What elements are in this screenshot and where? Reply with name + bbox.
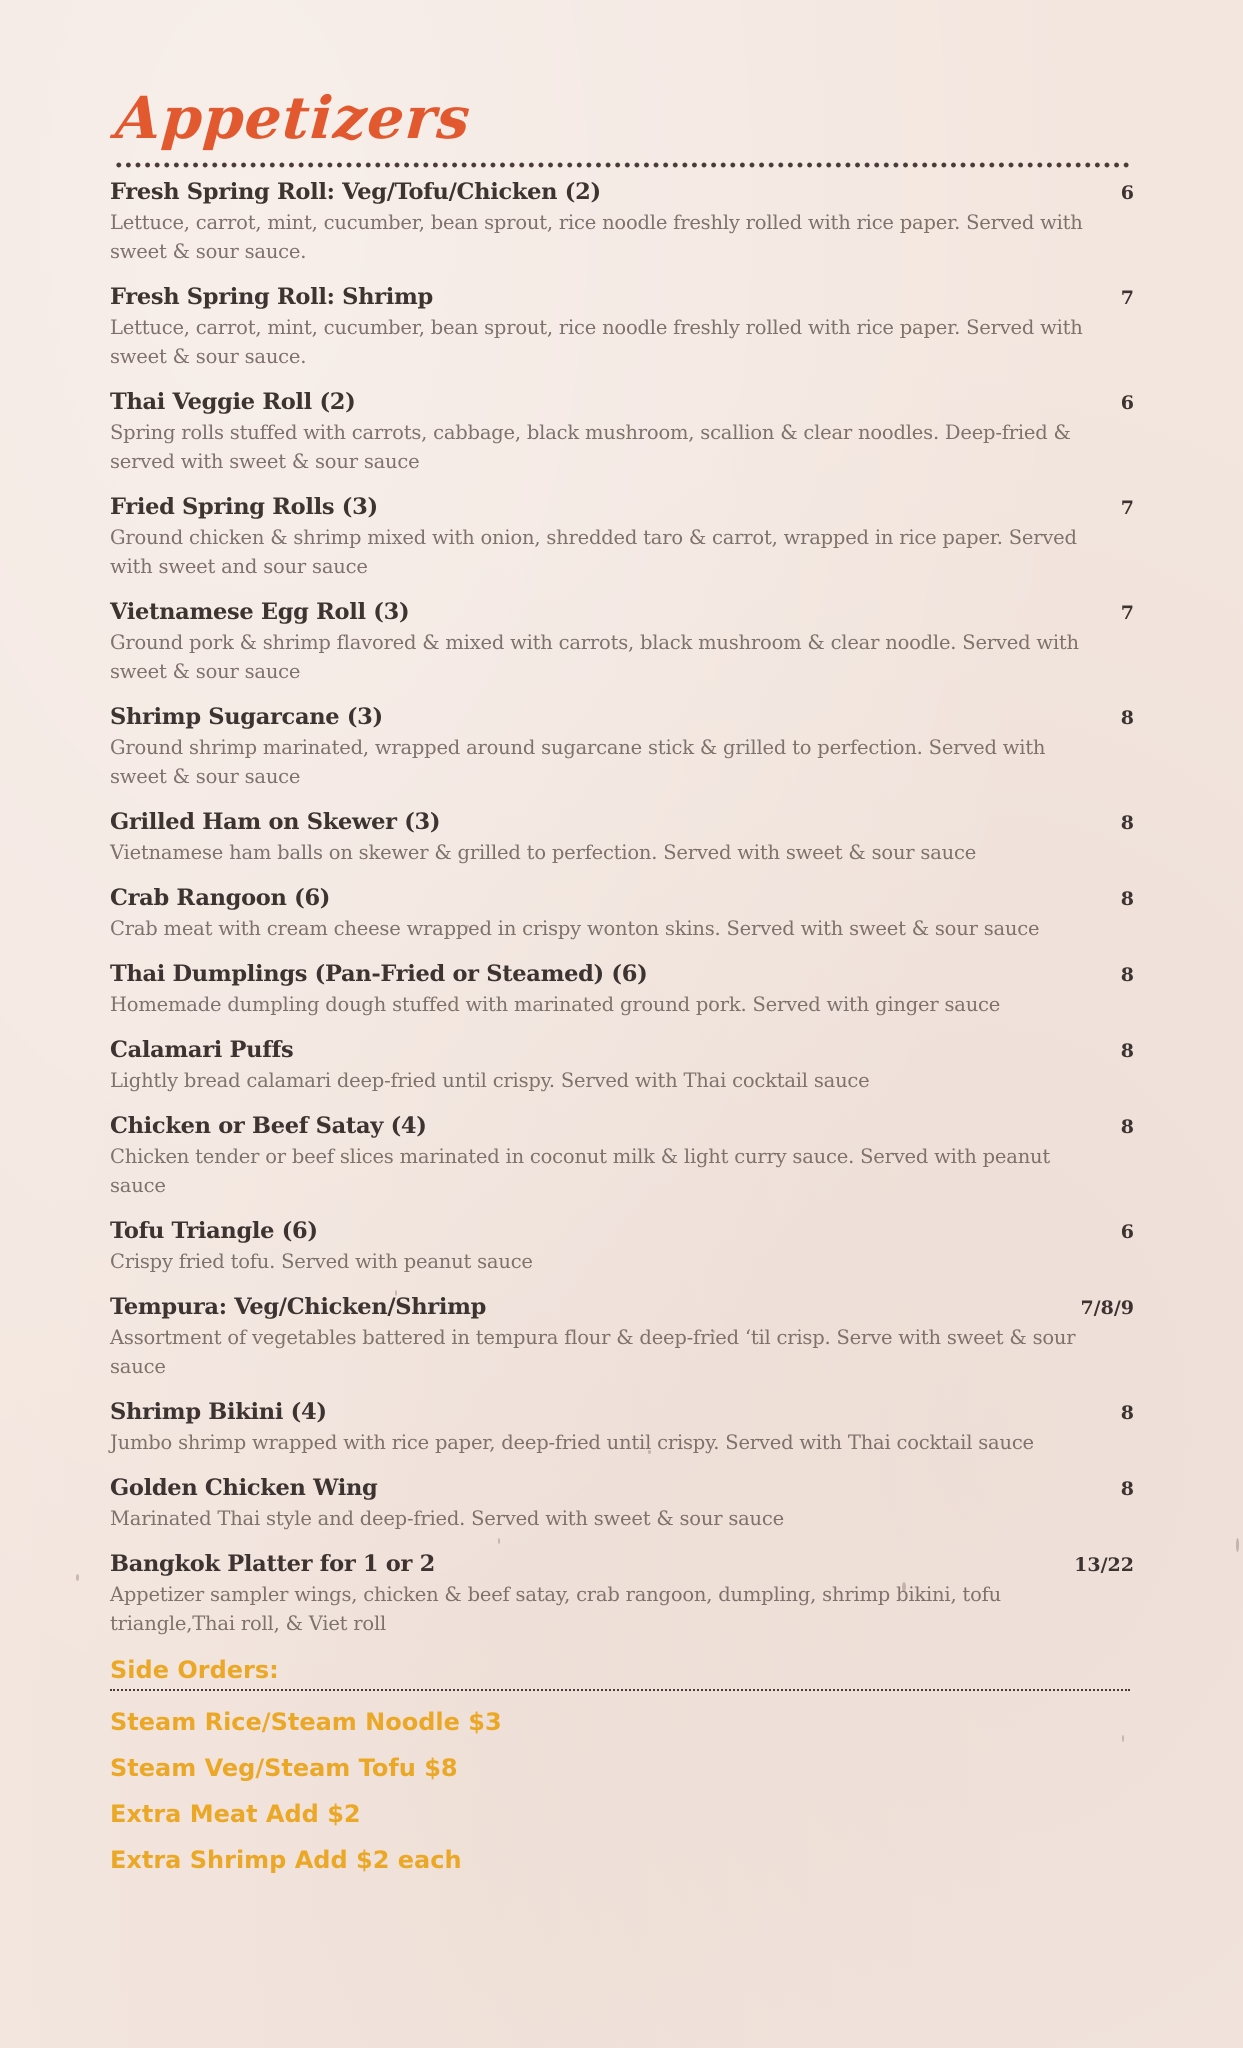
menu-item-description: Lightly bread calamari deep-fried until crispy. Served with Thai cocktail sauce — [110, 1069, 870, 1092]
menu-item-header — [110, 1474, 1134, 1504]
menu-item-name: Crab Rangoon (6) — [110, 885, 331, 911]
menu-item-price: 13/22 — [1074, 1554, 1134, 1576]
menu-item — [110, 1293, 1134, 1381]
menu-item — [110, 388, 1134, 476]
menu-item-name: Golden Chicken Wing — [110, 1475, 378, 1501]
menu-item-description: Ground pork & shrimp flavored & mixed with carrots, black mushroom & clear noodle. Served with sweet & sour sauce — [110, 631, 1079, 683]
menu-item — [110, 1217, 1134, 1276]
menu-item — [110, 283, 1134, 371]
menu-item — [110, 1550, 1134, 1638]
side-order-item: Extra Meat Add $2 — [110, 1800, 361, 1828]
menu-item-name: Tempura: Veg/Chicken/Shrimp — [110, 1294, 487, 1320]
menu-item-name: Vietnamese Egg Roll (3) — [110, 599, 410, 625]
paper-speck — [1236, 1538, 1239, 1552]
menu-item-name: Thai Veggie Roll (2) — [110, 389, 356, 415]
menu-item-price: 8 — [1120, 812, 1134, 834]
menu-item-name: Bangkok Platter for 1 or 2 — [110, 1551, 435, 1577]
menu-item-price: 8 — [1120, 888, 1134, 910]
menu-item — [110, 1036, 1134, 1095]
menu-item-price: 8 — [1120, 964, 1134, 986]
appetizer-list — [110, 178, 1134, 1638]
menu-item — [110, 178, 1134, 266]
menu-item-price: 6 — [1120, 392, 1134, 414]
menu-item-header — [110, 388, 1134, 418]
menu-item-header — [110, 283, 1134, 313]
section-title: Appetizers — [113, 84, 474, 152]
menu-item-name: Grilled Ham on Skewer (3) — [110, 809, 441, 835]
menu-item-price: 8 — [1120, 1402, 1134, 1424]
side-order-item: Steam Veg/Steam Tofu $8 — [110, 1754, 458, 1782]
menu-item-description: Ground chicken & shrimp mixed with onion, shredded taro & carrot, wrapped in rice paper. Served with sweet and sour sauce — [110, 526, 1077, 578]
menu-item-description: Ground shrimp marinated, wrapped around sugarcane stick & grilled to perfection. Served with sweet & sour sauce — [110, 736, 1046, 788]
menu-item-description: Spring rolls stuffed with carrots, cabbage, black mushroom, scallion & clear noodles. Deep-fried & served with sweet & sour sauce — [110, 421, 1071, 473]
menu-item-header — [110, 1398, 1134, 1428]
menu-item — [110, 493, 1134, 581]
menu-item-description: Vietnamese ham balls on skewer & grilled to perfection. Served with sweet & sour sauce — [110, 841, 977, 864]
menu-item-header — [110, 1217, 1134, 1247]
menu-item-price: 6 — [1120, 1221, 1134, 1243]
menu-item-name: Thai Dumplings (Pan-Fried or Steamed) (6) — [110, 961, 648, 987]
menu-item-header — [110, 1036, 1134, 1066]
menu-item-name: Calamari Puffs — [110, 1037, 294, 1063]
menu-item-description: Homemade dumpling dough stuffed with marinated ground pork. Served with ginger sauce — [110, 993, 1001, 1016]
menu-item-name: Chicken or Beef Satay (4) — [110, 1113, 427, 1139]
menu-item-price: 8 — [1120, 1478, 1134, 1500]
menu-item — [110, 884, 1134, 943]
menu-item-header — [110, 598, 1134, 628]
menu-item-description: Crab meat with cream cheese wrapped in crispy wonton skins. Served with sweet & sour sauce — [110, 917, 1040, 940]
menu-item — [110, 1398, 1134, 1457]
menu-item-price: 8 — [1120, 1116, 1134, 1138]
menu-item-description: Lettuce, carrot, mint, cucumber, bean sprout, rice noodle freshly rolled with rice paper. Served with sweet & sour sauce. — [110, 316, 1083, 368]
menu-item-name: Shrimp Bikini (4) — [110, 1399, 327, 1425]
menu-item-price: 7 — [1120, 602, 1134, 624]
paper-speck — [76, 1574, 79, 1581]
menu-item-price: 8 — [1120, 707, 1134, 729]
menu-item — [110, 598, 1134, 686]
menu-item-header — [110, 703, 1134, 733]
menu-item-header — [110, 493, 1134, 523]
menu-item-header — [110, 960, 1134, 990]
menu-item-name: Fresh Spring Roll: Veg/Tofu/Chicken (2) — [110, 179, 601, 205]
menu-item-description: Chicken tender or beef slices marinated in coconut milk & light curry sauce. Served with peanut sauce — [110, 1145, 1051, 1197]
menu-item-header — [110, 1112, 1134, 1142]
menu-item-price: 7 — [1120, 287, 1134, 309]
menu-item — [110, 1474, 1134, 1533]
menu-item — [110, 703, 1134, 791]
menu-item-description: Marinated Thai style and deep-fried. Served with sweet & sour sauce — [110, 1507, 784, 1530]
menu-item-name: Tofu Triangle (6) — [110, 1218, 318, 1244]
side-order-item: Steam Rice/Steam Noodle $3 — [110, 1708, 502, 1736]
menu-item-header — [110, 178, 1134, 208]
menu-item-description: Appetizer sampler wings, chicken & beef satay, crab rangoon, dumpling, shrimp bikini, tofu triangle,Thai roll, & Viet roll — [110, 1583, 1001, 1635]
side-orders-title: Side Orders: — [110, 1656, 279, 1684]
menu-item-name: Fried Spring Rolls (3) — [110, 494, 378, 520]
menu-item-header — [110, 808, 1134, 838]
menu-item-name: Shrimp Sugarcane (3) — [110, 704, 383, 730]
menu-item-name: Fresh Spring Roll: Shrimp — [110, 284, 433, 310]
menu-content — [110, 78, 1134, 1883]
menu-item-description: Lettuce, carrot, mint, cucumber, bean sprout, rice noodle freshly rolled with rice paper. Served with sweet & sour sauce. — [110, 211, 1083, 263]
menu-item-description: Assortment of vegetables battered in tempura flour & deep-fried ‘til crisp. Serve with sweet & sour sauce — [110, 1326, 1076, 1378]
menu-item-price: 7/8/9 — [1080, 1297, 1134, 1319]
menu-item-header — [110, 1550, 1134, 1580]
menu-item-header — [110, 884, 1134, 914]
menu-item-header — [110, 1293, 1134, 1323]
side-order-item: Extra Shrimp Add $2 each — [110, 1846, 462, 1874]
menu-item-description: Crispy fried tofu. Served with peanut sauce — [110, 1250, 533, 1273]
menu-item — [110, 1112, 1134, 1200]
menu-item-price: 6 — [1120, 182, 1134, 204]
menu-item — [110, 808, 1134, 867]
dotted-divider — [114, 162, 1130, 168]
menu-item-description: Jumbo shrimp wrapped with rice paper, deep-fried until crispy. Served with Thai cocktail sauce — [110, 1431, 1034, 1454]
side-orders-list — [110, 1699, 1134, 1883]
menu-item — [110, 960, 1134, 1019]
menu-item-price: 7 — [1120, 497, 1134, 519]
side-orders-divider — [110, 1689, 1130, 1691]
menu-item-price: 8 — [1120, 1040, 1134, 1062]
